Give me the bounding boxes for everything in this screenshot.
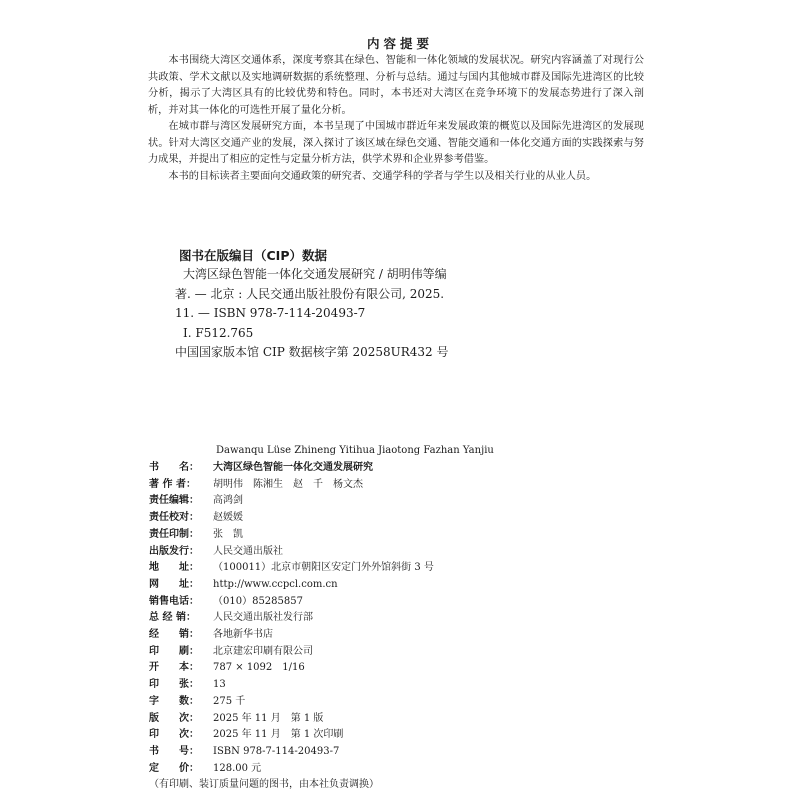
cip-line-record-number: 中国国家版本馆 CIP 数据核字第 20258UR432 号 <box>175 345 449 359</box>
colophon-value: http://www.ccpcl.com.cn <box>213 578 338 590</box>
colophon-row <box>149 477 629 494</box>
colophon-row <box>149 627 629 644</box>
colophon-label: 字 数： <box>149 695 199 707</box>
colophon-value: 人民交通出版社发行部 <box>213 612 313 624</box>
summary-paragraph-3: 本书的目标读者主要面向交通政策的研究者、交通学科的学者与学生以及相关行业的从业人员。 <box>168 170 597 182</box>
colophon-value: 各地新华书店 <box>213 629 273 641</box>
summary-body <box>148 53 644 185</box>
colophon-label: 出版发行： <box>149 545 199 557</box>
colophon-row <box>149 694 629 711</box>
colophon-row <box>149 744 629 761</box>
summary-paragraph-1: 本书围绕大湾区交通体系，深度考察其在绿色、智能和一体化领域的发展状况。研究内容涵盖了对现行公共政策、学术文献以及实地调研数据的系统整理、分析与总结。通过与国内其他城市群及国际先进湾区的比较分析，揭示了大湾区具有的比较优势和特色。同时，本书还对大湾区在竞争环境下的发展态势进行了深入剖析，并对其一体化的可选性开展了量化分析。 <box>148 55 644 116</box>
colophon-value: 大湾区绿色智能一体化交通发展研究 <box>213 462 373 473</box>
colophon-label: 著 作 者： <box>149 478 196 490</box>
cip-line-title: 大湾区绿色智能一体化交通发展研究 / 胡明伟等编 <box>183 267 447 281</box>
colophon-label: 地 址： <box>149 562 199 574</box>
colophon-value: （010）85285857 <box>213 595 303 607</box>
cip-heading: 图书在版编目（CIP）数据 <box>179 248 327 263</box>
colophon-footnote: （有印刷、装订质量问题的图书，由本社负责调换） <box>149 779 379 791</box>
colophon-value: 人民交通出版社 <box>213 545 283 557</box>
colophon-label: 定 价： <box>149 762 199 774</box>
cip-line-classification: Ⅰ. F512.765 <box>183 325 254 340</box>
colophon-value: 128.00 元 <box>213 762 262 774</box>
colophon-value: 2025 年 11 月 第 1 版 <box>213 712 324 724</box>
cip-block <box>175 247 635 363</box>
colophon-label: 印 次： <box>149 729 199 741</box>
colophon-value: 张 凯 <box>213 528 243 540</box>
colophon-label: 经 销： <box>149 629 199 641</box>
colophon <box>149 444 629 793</box>
cip-line-publisher: 著. — 北京 : 人民交通出版社股份有限公司, 2025. <box>175 286 445 301</box>
colophon-row <box>149 644 629 661</box>
colophon-label: 责任校对： <box>149 512 199 524</box>
colophon-value: 赵媛媛 <box>213 512 243 524</box>
summary-paragraph-2: 在城市群与湾区发展研究方面，本书呈现了中国城市群近年来发展政策的概览以及国际先进湾区的发展现状。针对大湾区交通产业的发展，深入探讨了该区域在绿色交通、智能交通和一体化交通方面的实践探索与努力成果，并提出了相应的定性与定量分析方法，供学术界和企业界参考借鉴。 <box>148 121 644 165</box>
colophon-label: 书 名： <box>149 462 199 473</box>
colophon-row <box>149 594 629 611</box>
colophon-label: 网 址： <box>149 578 199 590</box>
cip-line-isbn: 11. — ISBN 978-7-114-20493-7 <box>175 306 366 320</box>
colophon-label: 责任印制： <box>149 528 199 540</box>
colophon-row <box>149 510 629 527</box>
colophon-rows <box>149 460 629 777</box>
colophon-value: （100011）北京市朝阳区安定门外外馆斜街 3 号 <box>213 562 434 574</box>
colophon-value: 787 × 1092 1/16 <box>213 662 305 674</box>
colophon-row <box>149 677 629 694</box>
colophon-row <box>149 544 629 561</box>
colophon-value: 2025 年 11 月 第 1 次印刷 <box>213 729 344 741</box>
colophon-label: 销售电话： <box>149 595 199 607</box>
colophon-row <box>149 761 629 778</box>
colophon-label: 印 刷： <box>149 645 199 657</box>
colophon-row <box>149 610 629 627</box>
colophon-value: 275 千 <box>213 695 246 707</box>
colophon-value: 13 <box>213 679 226 691</box>
colophon-row <box>149 660 629 677</box>
colophon-row <box>149 711 629 728</box>
colophon-row <box>149 493 629 510</box>
colophon-row <box>149 577 629 594</box>
colophon-row <box>149 727 629 744</box>
colophon-value: ISBN 978-7-114-20493-7 <box>213 745 340 757</box>
colophon-value: 胡明伟 陈湘生 赵 千 杨文杰 <box>213 478 363 490</box>
colophon-row <box>149 460 629 477</box>
colophon-label: 印 张： <box>149 679 199 691</box>
colophon-row <box>149 560 629 577</box>
colophon-label: 书 号： <box>149 745 199 757</box>
colophon-value: 高鸿剑 <box>213 495 243 507</box>
colophon-row <box>149 527 629 544</box>
colophon-value: 北京建宏印刷有限公司 <box>213 645 313 657</box>
colophon-label: 版 次： <box>149 712 199 724</box>
colophon-label: 开 本： <box>149 662 199 674</box>
colophon-label: 责任编辑： <box>149 495 199 507</box>
colophon-label: 总 经 销： <box>149 612 196 624</box>
pinyin-title: Dawanqu Lüse Zhineng Yitihua Jiaotong Fazhan Yanjiu <box>216 445 494 456</box>
summary-title: 内容提要 <box>366 36 433 51</box>
